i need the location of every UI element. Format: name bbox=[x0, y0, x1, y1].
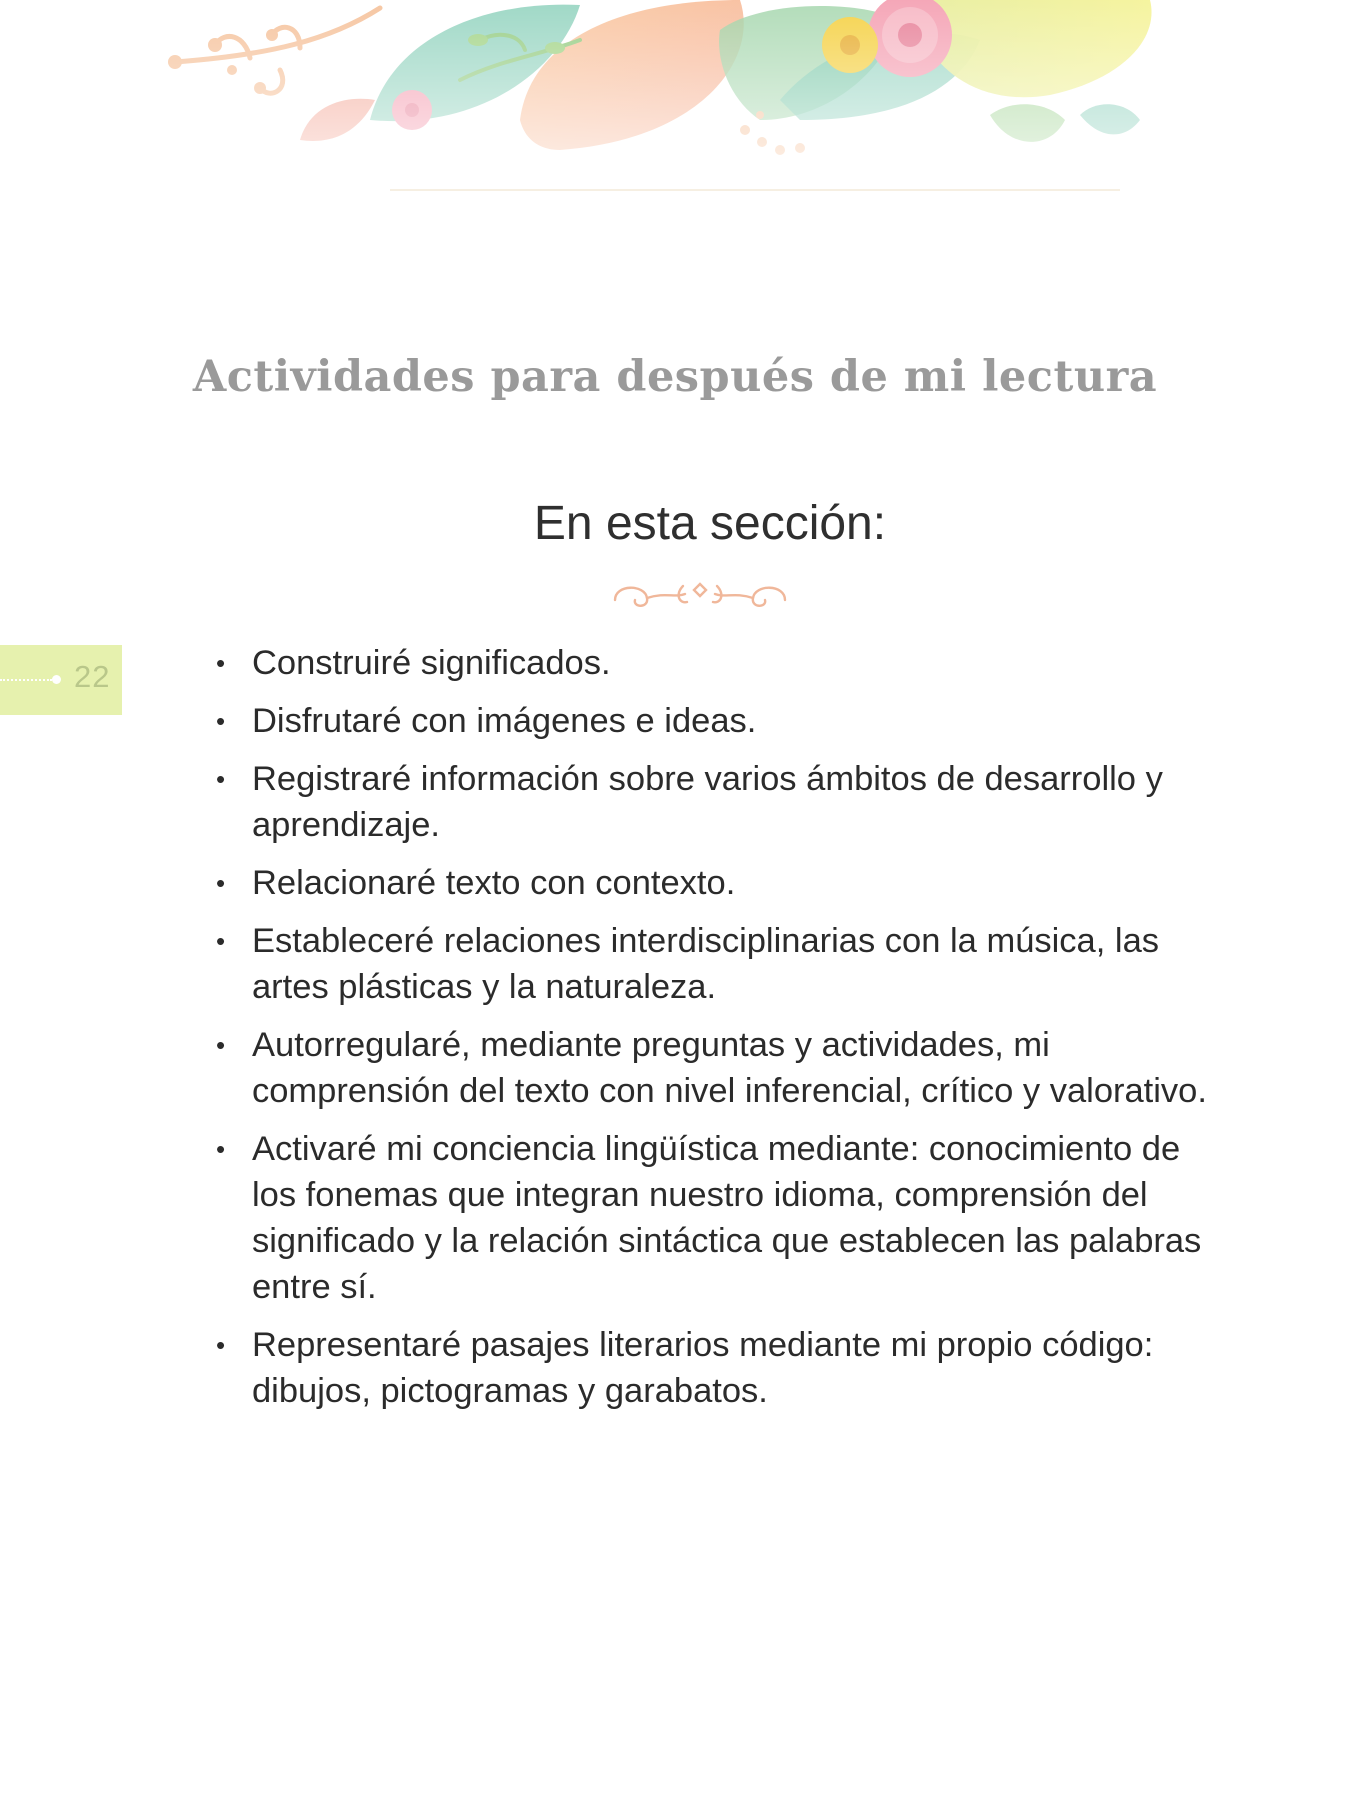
list-item: • Construiré significados. bbox=[212, 640, 1212, 686]
list-item: • Autorregularé, mediante preguntas y actividades, mi comprensión del texto con nivel inferencial, crítico y valorativo. bbox=[212, 1022, 1212, 1114]
list-item: • Representaré pasajes literarios mediante mi propio código: dibujos, pictogramas y garabatos. bbox=[212, 1322, 1212, 1414]
list-item: • Activaré mi conciencia lingüística mediante: conocimiento de los fonemas que integran nuestro idioma, comprensión del significado y la relación sintáctica que establecen las palabras entre sí. bbox=[212, 1126, 1212, 1310]
page-number: 22 bbox=[74, 659, 111, 694]
list-item: • Relacionaré texto con contexto. bbox=[212, 860, 1212, 906]
ornament-divider-icon bbox=[605, 572, 795, 622]
list-item: • Disfrutaré con imágenes e ideas. bbox=[212, 698, 1212, 744]
list-item: • Registraré información sobre varios ámbitos de desarrollo y aprendizaje. bbox=[212, 756, 1212, 848]
floral-header-illustration bbox=[0, 0, 1350, 200]
tab-dotted-line bbox=[0, 679, 52, 681]
page-number-tab bbox=[0, 645, 122, 715]
section-subtitle: En esta sección: bbox=[533, 497, 887, 550]
objectives-list bbox=[212, 640, 1212, 1426]
page-title: Actividades para después de mi lectura bbox=[192, 352, 1158, 402]
list-item: • Estableceré relaciones interdisciplinarias con la música, las artes plásticas y la naturaleza. bbox=[212, 918, 1212, 1010]
tab-dot bbox=[52, 675, 61, 684]
